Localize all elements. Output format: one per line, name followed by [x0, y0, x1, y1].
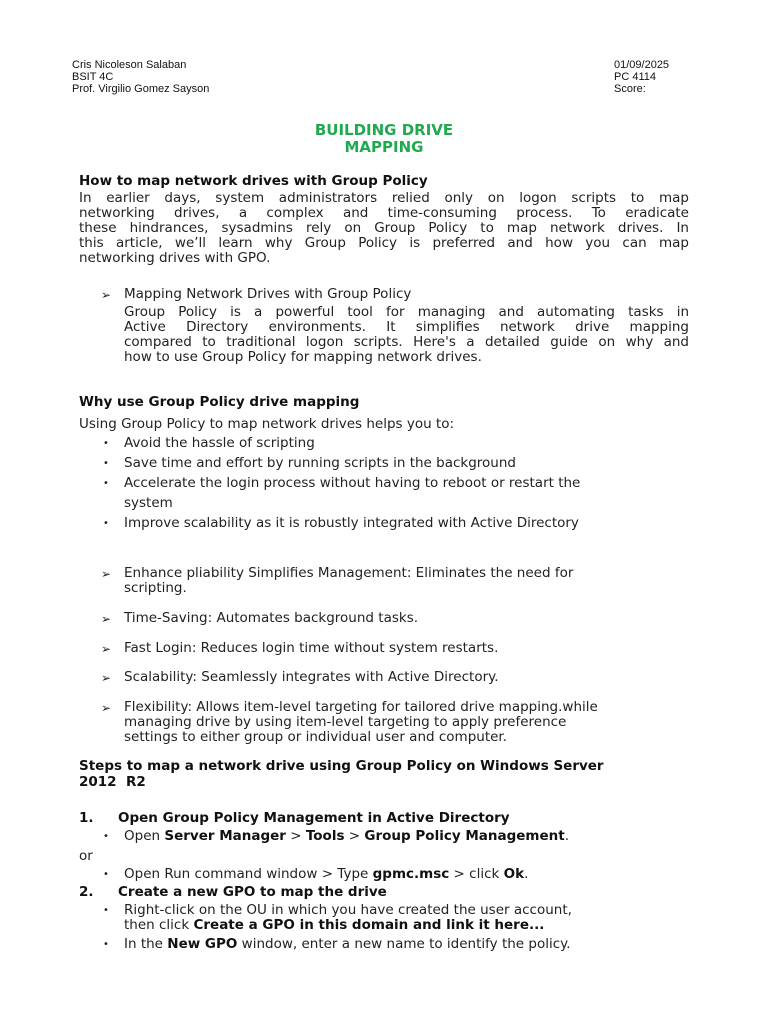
bullet-dot-icon: •	[103, 518, 109, 529]
section1-line: these hindrances, sysadmins rely on Group Policy to map network drives. In	[79, 220, 689, 236]
mapping-line: how to use Group Policy for mapping network drives.	[124, 349, 482, 365]
step2-bullet-1: Right-click on the OU in which you have created the user account,	[124, 902, 572, 918]
doc-title-line2: MAPPING	[344, 138, 424, 156]
bullet-dot-icon: •	[103, 905, 109, 916]
section3-heading: Steps to map a network drive using Group Policy on Windows Server	[79, 758, 604, 774]
step2-number: 2.	[79, 884, 94, 900]
gpmc-command: gpmc.msc	[372, 866, 450, 882]
mapping-line: compared to traditional logon scripts. Here's a detailed guide on why and	[124, 334, 689, 350]
arrow-bullet-icon: ➢	[101, 567, 112, 581]
course-code: PC 4114	[614, 71, 656, 83]
bullet-dot-icon: •	[103, 458, 109, 469]
arrow-bullet-icon: ➢	[101, 642, 112, 656]
bullet-dot-icon: •	[103, 478, 109, 489]
step1-title: Open Group Policy Management in Active Directory	[118, 810, 510, 826]
section1-line: this article, we’ll learn why Group Policy is preferred and how you can map	[79, 235, 689, 251]
benefit-item-continuation: managing drive by using item-level targeting to apply preference	[124, 714, 567, 730]
section1-line: In earlier days, system administrators relied only on logon scripts to map	[79, 190, 689, 206]
ok-label: Ok	[503, 866, 525, 882]
mapping-item-paragraph	[124, 305, 689, 365]
mapping-line: Group Policy is a powerful tool for managing and automating tasks in	[124, 304, 689, 320]
create-gpo-label: Create a GPO in this domain and link it here...	[193, 917, 545, 933]
server-manager-label: Server Manager	[164, 828, 286, 844]
new-gpo-label: New GPO	[167, 936, 238, 952]
arrow-bullet-icon: ➢	[101, 701, 112, 715]
step2-title: Create a new GPO to map the drive	[118, 884, 387, 900]
section3-heading-continuation: 2012 R2	[79, 774, 146, 790]
arrow-bullet-icon: ➢	[101, 288, 112, 302]
benefit-item: Fast Login: Reduces login time without system restarts.	[124, 640, 499, 656]
run-text: Open Run command window > Type	[124, 866, 373, 882]
bullet-dot-icon: •	[103, 939, 109, 950]
bullet-item-continuation: system	[124, 495, 173, 511]
score-label: Score:	[614, 83, 646, 95]
section1-line: networking drives with GPO.	[79, 250, 271, 266]
step1-bullet-2	[124, 866, 528, 882]
bullet-dot-icon: •	[103, 869, 109, 880]
arrow-bullet-icon: ➢	[101, 612, 112, 626]
step2-bullet-1-continuation	[124, 917, 544, 933]
section1-line: networking drives, a complex and time-consuming process. To eradicate	[79, 205, 689, 221]
bullet-item: Save time and effort by running scripts in the background	[124, 455, 516, 471]
bullet-item: Avoid the hassle of scripting	[124, 435, 315, 451]
separator: >	[285, 828, 306, 844]
bullet-item: Accelerate the login process without having to reboot or restart the	[124, 475, 581, 491]
section2-heading: Why use Group Policy drive mapping	[79, 394, 360, 410]
period: .	[564, 828, 569, 844]
bullet-dot-icon: •	[103, 831, 109, 842]
benefit-item-continuation: scripting.	[124, 580, 187, 596]
section1-paragraph	[79, 191, 689, 266]
student-name: Cris Nicoleson Salaban	[72, 59, 187, 71]
window-text: window, enter a new name to identify the policy.	[237, 936, 571, 952]
benefit-item: Flexibility: Allows item-level targeting for tailored drive mapping.while	[124, 699, 598, 715]
professor-name: Prof. Virgilio Gomez Sayson	[72, 83, 210, 95]
section1-heading: How to map network drives with Group Policy	[79, 173, 428, 189]
step1-number: 1.	[79, 810, 94, 826]
bullet-item: Improve scalability as it is robustly integrated with Active Directory	[124, 515, 579, 531]
benefit-item: Scalability: Seamlessly integrates with Active Directory.	[124, 669, 499, 685]
bullet-dot-icon: •	[103, 438, 109, 449]
period: .	[524, 866, 529, 882]
mapping-line: Active Directory environments. It simplifies network drive mapping	[124, 319, 689, 335]
then-click-text: then click	[124, 917, 194, 933]
section2-intro: Using Group Policy to map network drives helps you to:	[79, 416, 455, 432]
click-text: > click	[449, 866, 504, 882]
step1-open-text: Open	[124, 828, 165, 844]
or-separator: or	[79, 848, 93, 864]
arrow-bullet-icon: ➢	[101, 671, 112, 685]
benefit-item: Enhance pliability Simplifies Management: Eliminates the need for	[124, 565, 574, 581]
step1-bullet-1	[124, 828, 569, 844]
benefit-item-continuation: settings to either group or individual user and computer.	[124, 729, 508, 745]
doc-date: 01/09/2025	[614, 59, 670, 71]
mapping-item-title: Mapping Network Drives with Group Policy	[124, 286, 412, 302]
doc-title-line1: BUILDING DRIVE	[314, 121, 454, 139]
benefit-item: Time-Saving: Automates background tasks.	[124, 610, 419, 626]
gpm-label: Group Policy Management	[364, 828, 565, 844]
tools-label: Tools	[305, 828, 345, 844]
step2-bullet-2	[124, 936, 571, 952]
separator: >	[344, 828, 365, 844]
student-section: BSIT 4C	[72, 71, 114, 83]
in-the-text: In the	[124, 936, 168, 952]
